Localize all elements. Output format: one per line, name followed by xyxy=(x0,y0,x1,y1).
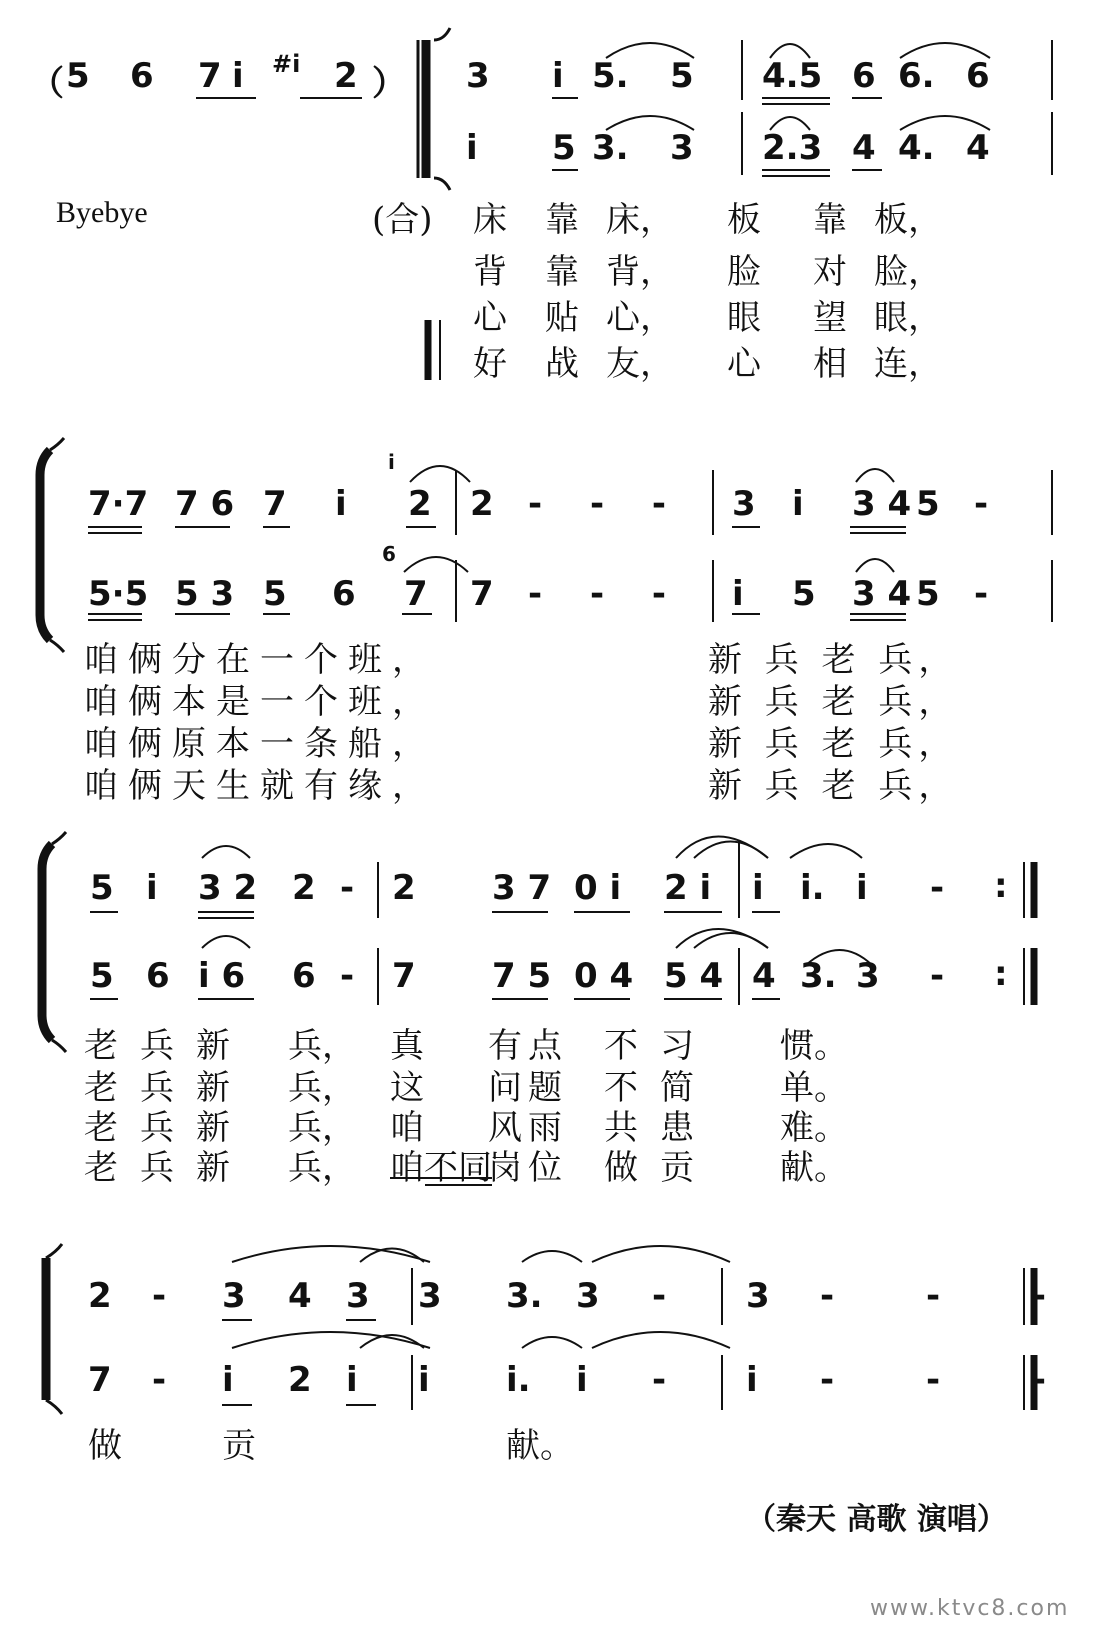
lyric-line-4-d: 岗位 xyxy=(488,1148,568,1188)
lyric-line-1-f: 惯。 xyxy=(780,1026,848,1066)
note-lower: i xyxy=(346,1360,358,1400)
note-lower: - xyxy=(652,1360,667,1400)
note-upper: 4 xyxy=(288,1276,312,1316)
note-upper: 3 2 xyxy=(198,868,258,908)
watermark: www.ktvc8.com xyxy=(870,1596,1070,1621)
chorus-mark: (合) xyxy=(372,200,433,240)
note-upper: - xyxy=(652,1276,667,1316)
note-lower: 3. xyxy=(592,128,629,168)
note-upper: - xyxy=(152,1276,167,1316)
lyric-line-4-a: 老兵新 xyxy=(84,1148,252,1188)
note-lower: i 6 xyxy=(198,956,246,996)
note-upper: 5. xyxy=(592,56,629,96)
lyric-line-3: 咱俩原本一条船， xyxy=(84,724,436,764)
repeat-end-dots: : xyxy=(994,866,1008,906)
performer-credit: （秦天 高歌 演唱） xyxy=(746,1502,1007,1537)
intro-note-sharp: #i xyxy=(272,50,301,78)
lyric-line-4: 咱俩天生就有缘， xyxy=(84,766,436,806)
lyric-line-1-d: 有点 xyxy=(488,1026,568,1066)
note-upper: 2 xyxy=(88,1276,112,1316)
lyric-line-4-e: 做贡 xyxy=(604,1148,716,1188)
lyric-line-4-end: 新 兵 老 兵， xyxy=(708,766,959,806)
note-lower: 6 xyxy=(292,956,316,996)
lyric-line-3-a: 老兵新 xyxy=(84,1108,252,1148)
note-lower: 7 5 xyxy=(492,956,552,996)
note-upper: 7 xyxy=(263,484,287,524)
note-upper: i xyxy=(146,868,158,908)
note-upper: i. xyxy=(800,868,825,908)
note-lower: 6 xyxy=(332,574,356,614)
lyric-line-3-end: 新 兵 老 兵， xyxy=(708,724,959,764)
lyric-line-2: 咱俩本是一个班， xyxy=(84,682,436,722)
note-lower: - xyxy=(152,1360,167,1400)
note-lower: 4 xyxy=(966,128,990,168)
note-lower: 4 xyxy=(852,128,876,168)
note-upper: - xyxy=(930,868,945,908)
note-upper: 2 xyxy=(470,484,494,524)
lyric-line-3: 心 贴 心， 眼 望 眼， xyxy=(473,298,942,338)
note-upper: 7 6 xyxy=(175,484,235,524)
intro-label: Byebye xyxy=(56,196,148,229)
lyric-line-2-a: 老兵新 xyxy=(84,1068,252,1108)
note-lower: 3. xyxy=(800,956,837,996)
lyric-line-2-c: 这 xyxy=(390,1068,424,1108)
lyric-line-1-c: 真 xyxy=(390,1026,424,1066)
note-lower: i xyxy=(418,1360,430,1400)
lyric-final: 贡 xyxy=(222,1426,256,1466)
note-upper: - xyxy=(340,868,355,908)
lyric-line-2-b: 兵， xyxy=(288,1068,356,1108)
lyric-line-1: 床 靠 床， 板 靠 板， xyxy=(473,200,942,240)
note-lower: 5 xyxy=(552,128,576,168)
lyric-line-2: 背 靠 背， 脸 对 脸， xyxy=(473,252,942,292)
note-upper: 6 xyxy=(852,56,876,96)
lyric-line-1-e: 不习 xyxy=(604,1026,716,1066)
note-lower: i xyxy=(222,1360,234,1400)
lyric-line-3-c: 咱 xyxy=(390,1108,424,1148)
note-upper: 0 i xyxy=(574,868,622,908)
note-upper: 5 xyxy=(670,56,694,96)
note-upper: 3 7 xyxy=(492,868,552,908)
note-upper: 3 4 xyxy=(852,484,912,524)
note-lower: - xyxy=(340,956,355,996)
grace-note: i xyxy=(388,450,395,474)
note-lower: 7 xyxy=(392,956,416,996)
note-lower-dashes: - - - xyxy=(528,574,685,614)
lyric-line-3-d: 风雨 xyxy=(488,1108,568,1148)
lyric-line-2-end: 新 兵 老 兵， xyxy=(708,682,959,722)
note-lower: 6 xyxy=(146,956,170,996)
note-lower: 4. xyxy=(898,128,935,168)
note-upper-dashes: - - - xyxy=(528,484,685,524)
intro-note: i xyxy=(232,56,244,96)
intro-note: 2 xyxy=(334,56,358,96)
note-lower: 4 xyxy=(752,956,776,996)
note-upper: 5 xyxy=(90,868,114,908)
lyric-line-4-f: 献。 xyxy=(780,1148,848,1188)
note-lower: i xyxy=(576,1360,588,1400)
note-upper-dashes: - - - xyxy=(820,1276,1087,1316)
lyric-line-1-b: 兵， xyxy=(288,1026,356,1066)
note-lower: - xyxy=(974,574,989,614)
note-upper: 3. xyxy=(506,1276,543,1316)
lyric-line-2-e: 不简 xyxy=(604,1068,716,1108)
note-upper: i xyxy=(792,484,804,524)
lyric-line-1-a: 老兵新 xyxy=(84,1026,252,1066)
note-lower: 5 xyxy=(90,956,114,996)
note-lower: 7 xyxy=(470,574,494,614)
lyric-line-2-f: 单。 xyxy=(780,1068,848,1108)
note-upper: 6 xyxy=(966,56,990,96)
note-upper: 3 xyxy=(346,1276,370,1316)
note-upper: 2 xyxy=(408,484,432,524)
note-upper: 3 xyxy=(418,1276,442,1316)
repeat-end-dots: : xyxy=(994,954,1008,994)
note-lower: 3 xyxy=(856,956,880,996)
note-upper: i xyxy=(335,484,347,524)
lyric-final: 献。 xyxy=(506,1426,574,1466)
note-lower: 3 xyxy=(670,128,694,168)
note-upper: 3 xyxy=(746,1276,770,1316)
note-lower: 5·5 xyxy=(88,574,149,614)
note-lower: 5 4 xyxy=(664,956,724,996)
note-lower: i xyxy=(746,1360,758,1400)
lyric-line-3-b: 兵， xyxy=(288,1108,356,1148)
note-upper: i xyxy=(552,56,564,96)
note-upper: 3 xyxy=(466,56,490,96)
intro-note: 6 xyxy=(130,56,154,96)
lyric-line-4: 好 战 友， 心 相 连， xyxy=(473,344,942,384)
note-lower: i. xyxy=(506,1360,531,1400)
intro-note: 5 xyxy=(66,56,90,96)
note-lower-dashes: - - - xyxy=(820,1360,1087,1400)
note-lower: 2.3 xyxy=(762,128,823,168)
lyric-final: 做 xyxy=(88,1426,122,1466)
note-upper: 3 xyxy=(732,484,756,524)
intro-note: 7 xyxy=(198,56,222,96)
lyric-line-2-d: 问题 xyxy=(488,1068,568,1108)
note-lower: 5 xyxy=(792,574,816,614)
note-upper: i xyxy=(752,868,764,908)
note-upper: 5 xyxy=(916,484,940,524)
note-lower: 0 4 xyxy=(574,956,634,996)
note-lower: 2 xyxy=(288,1360,312,1400)
grace-note: 6 xyxy=(382,542,396,566)
note-lower: 5 xyxy=(263,574,287,614)
lyric-line-3-f: 难。 xyxy=(780,1108,848,1148)
intro-close-paren: ） xyxy=(372,64,406,104)
note-lower: i xyxy=(732,574,744,614)
lyric-line-3-e: 共患 xyxy=(604,1108,716,1148)
note-upper: 7·7 xyxy=(88,484,149,524)
note-upper: 2 xyxy=(292,868,316,908)
note-upper: 2 i xyxy=(664,868,712,908)
note-upper: 6. xyxy=(898,56,935,96)
note-lower: 5 xyxy=(916,574,940,614)
note-upper: 3 xyxy=(222,1276,246,1316)
note-upper: i xyxy=(856,868,868,908)
note-lower: 5 3 xyxy=(175,574,235,614)
lyric-line-1: 咱俩分在一个班， xyxy=(84,640,436,680)
note-upper: 4.5 xyxy=(762,56,823,96)
note-upper: - xyxy=(974,484,989,524)
lyric-line-4-c: 咱不同 xyxy=(390,1148,492,1188)
intro-open-paren: （ xyxy=(30,64,64,104)
note-upper: 2 xyxy=(392,868,416,908)
note-lower: 7 xyxy=(404,574,428,614)
lyric-line-1-end: 新 兵 老 兵， xyxy=(708,640,959,680)
note-upper: 3 xyxy=(576,1276,600,1316)
note-lower: 3 4 xyxy=(852,574,912,614)
note-lower: - xyxy=(930,956,945,996)
lyric-line-4-b: 兵， xyxy=(288,1148,356,1188)
note-lower: i xyxy=(466,128,478,168)
note-lower: 7 xyxy=(88,1360,112,1400)
